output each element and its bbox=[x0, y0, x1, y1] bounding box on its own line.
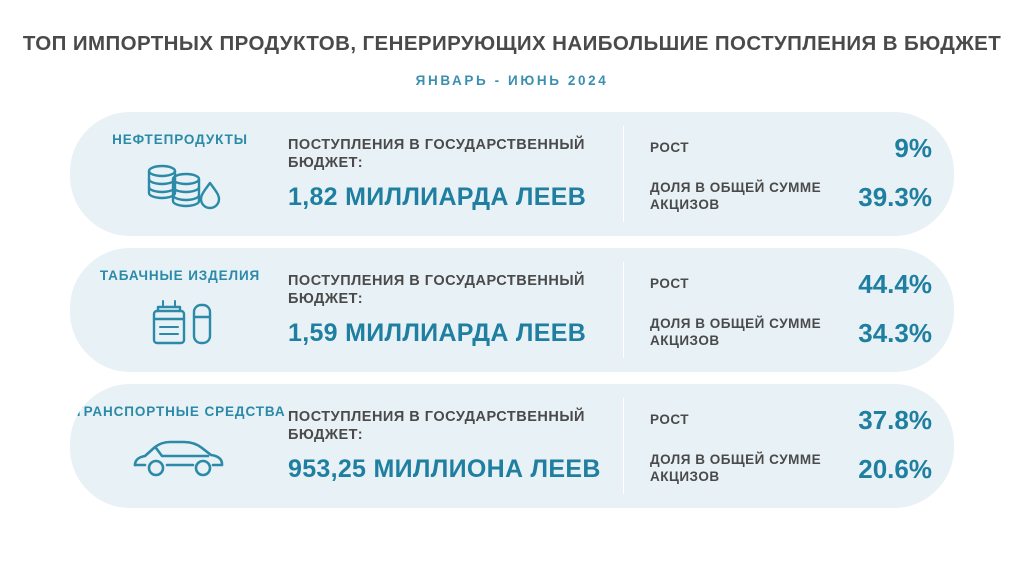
category-label: НЕФТЕПРОДУКТЫ bbox=[112, 132, 248, 148]
budget-value: 1,82 МИЛЛИАРДА ЛЕЕВ bbox=[288, 182, 587, 211]
category-label: ТРАНСПОРТНЫЕ СРЕДСТВА bbox=[74, 404, 286, 420]
share-label: ДОЛЯ В ОБЩЕЙ СУММЕ АКЦИЗОВ bbox=[650, 316, 822, 349]
oil-barrels-icon bbox=[132, 157, 228, 215]
growth-row bbox=[650, 133, 932, 164]
growth-row bbox=[650, 405, 932, 436]
budget-label: ПОСТУПЛЕНИЯ В ГОСУДАРСТВЕННЫЙ БЮДЖЕТ: bbox=[288, 136, 585, 172]
share-value: 39.3% bbox=[858, 181, 932, 212]
share-row bbox=[650, 180, 932, 214]
card-category-block bbox=[70, 248, 282, 372]
header bbox=[0, 0, 1024, 88]
card-stats-block bbox=[624, 248, 954, 372]
share-label: ДОЛЯ В ОБЩЕЙ СУММЕ АКЦИЗОВ bbox=[650, 452, 822, 485]
growth-label: РОСТ bbox=[650, 412, 689, 428]
share-row bbox=[650, 316, 932, 350]
growth-value: 9% bbox=[894, 133, 932, 164]
share-value: 34.3% bbox=[858, 317, 932, 348]
card-category-block bbox=[70, 384, 286, 508]
card-budget-block bbox=[282, 112, 623, 236]
growth-label: РОСТ bbox=[650, 140, 689, 156]
car-icon bbox=[125, 429, 235, 487]
card-budget-block bbox=[282, 248, 623, 372]
share-row bbox=[650, 452, 932, 486]
card-stats-block bbox=[624, 384, 954, 508]
growth-value: 37.8% bbox=[858, 405, 932, 436]
budget-value: 1,59 МИЛЛИАРДА ЛЕЕВ bbox=[288, 318, 587, 347]
list-item bbox=[70, 248, 954, 372]
budget-label: ПОСТУПЛЕНИЯ В ГОСУДАРСТВЕННЫЙ БЮДЖЕТ: bbox=[288, 408, 585, 444]
growth-value: 44.4% bbox=[858, 269, 932, 300]
page-subtitle: ЯНВАРЬ - ИЮНЬ 2024 bbox=[415, 72, 609, 88]
card-category-block bbox=[70, 112, 282, 236]
category-label: ТАБАЧНЫЕ ИЗДЕЛИЯ bbox=[99, 268, 261, 284]
cards-list bbox=[0, 112, 1024, 508]
growth-label: РОСТ bbox=[650, 276, 689, 292]
list-item bbox=[70, 384, 954, 508]
card-stats-block bbox=[624, 112, 954, 236]
budget-value: 953,25 МИЛЛИОНА ЛЕЕВ bbox=[288, 454, 601, 483]
cigarette-pack-icon bbox=[132, 293, 228, 351]
card-budget-block bbox=[282, 384, 623, 508]
budget-label: ПОСТУПЛЕНИЯ В ГОСУДАРСТВЕННЫЙ БЮДЖЕТ: bbox=[288, 272, 585, 308]
share-label: ДОЛЯ В ОБЩЕЙ СУММЕ АКЦИЗОВ bbox=[650, 180, 822, 213]
share-value: 20.6% bbox=[858, 453, 932, 484]
growth-row bbox=[650, 269, 932, 300]
page-title: ТОП ИМПОРТНЫХ ПРОДУКТОВ, ГЕНЕРИРУЮЩИХ НАИБОЛЬШИЕ ПОСТУПЛЕНИЯ В БЮДЖЕТ bbox=[22, 32, 1002, 55]
list-item bbox=[70, 112, 954, 236]
